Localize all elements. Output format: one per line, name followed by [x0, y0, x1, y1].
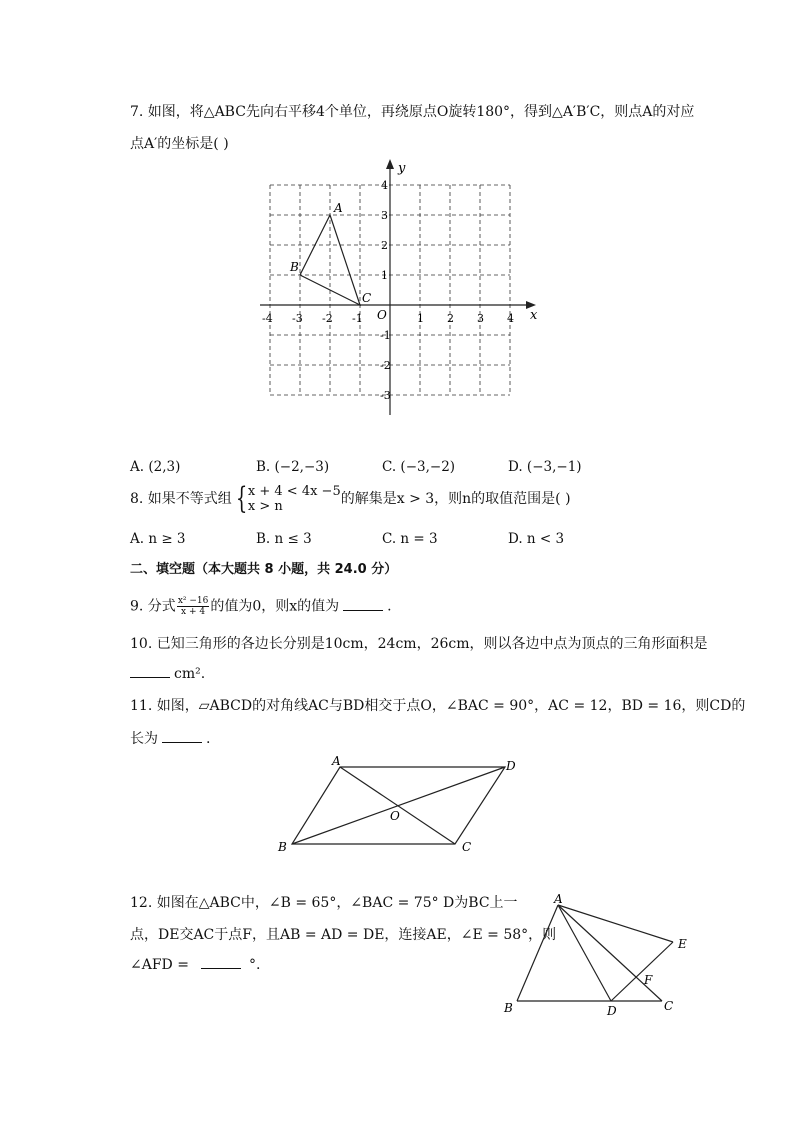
q7-option-b: B. (−2,−3) [256, 459, 330, 475]
y-tick-label: 3 [381, 209, 388, 222]
label-b: B [504, 1001, 513, 1015]
q10-answer-blank[interactable] [130, 665, 170, 678]
q8-stem [130, 481, 571, 516]
q8-brace: { [235, 481, 248, 516]
q12-triangle-figure [495, 890, 715, 1020]
point-c-label: C [362, 291, 372, 305]
q11-end: . [206, 731, 211, 747]
q10-line1: 10. 已知三角形的各边长分别是10cm，24cm，26cm，则以各边中点为顶点的三角形面积是 [130, 636, 708, 652]
q8-inequality-system [248, 484, 341, 514]
q12-line2: 点，DE交AC于点F，且AB = AD = DE，连接AE，∠E = 58°，则 [130, 927, 557, 943]
q8-suffix: 的解集是x > 3，则n的取值范围是( ) [340, 491, 571, 507]
q8-option-d: D. n < 3 [508, 531, 565, 547]
segment-de [611, 942, 673, 1001]
q7-line2: 点A′的坐标是( ) [130, 136, 229, 152]
x-tick-label: 1 [417, 312, 424, 325]
q8-option-b: B. n ≤ 3 [256, 531, 312, 547]
q8-prefix: 8. 如果不等式组 [130, 491, 232, 507]
y-axis-label: y [398, 161, 406, 176]
x-tick-label: -2 [322, 312, 333, 325]
q10-line2 [130, 664, 205, 684]
x-tick-label: -1 [352, 312, 363, 325]
q9-prefix: 9. 分式 [130, 598, 176, 615]
x-tick-label: -4 [262, 312, 273, 325]
label-b: B [278, 840, 287, 854]
x-tick-label: 4 [507, 312, 514, 325]
q11-parallelogram-figure [270, 752, 530, 857]
q9-numerator: x² −16 [177, 596, 209, 606]
q8-sys-line1: x + 4 < 4x −5 [247, 484, 341, 499]
q10-unit: cm². [174, 666, 206, 682]
point-b-label: B [290, 260, 299, 274]
y-axis-arrow-icon [386, 159, 394, 169]
diagonal-bd [292, 767, 505, 844]
q7-option-c: C. (−3,−2) [382, 459, 456, 475]
label-e: E [678, 937, 687, 951]
label-o: O [390, 809, 400, 823]
y-tick-label: 2 [381, 239, 388, 252]
y-tick-label: -3 [380, 389, 391, 402]
q12-line1: 12. 如图在△ABC中，∠B = 65°，∠BAC = 75° D为BC上一 [130, 895, 518, 911]
y-tick-label: -2 [380, 359, 391, 372]
q7-coordinate-graph [250, 155, 550, 425]
q11-line2 [130, 729, 210, 749]
y-tick-label: -1 [380, 329, 391, 342]
q9-end: . [387, 598, 392, 615]
q8-sys-line2: x > n [247, 499, 283, 514]
y-tick-label: 4 [381, 179, 388, 192]
x-tick-label: 2 [447, 312, 454, 325]
q12-answer-blank[interactable] [201, 956, 241, 969]
label-a: A [554, 892, 563, 906]
q11-line1: 11. 如图，▱ABCD的对角线AC与BD相交于点O，∠BAC = 90°，AC = 12，BD = 16，则CD的 [130, 698, 746, 714]
q9-answer-blank[interactable] [343, 598, 383, 611]
q8-option-c: C. n = 3 [382, 531, 438, 547]
q12-line3 [130, 955, 260, 975]
q8-option-a: A. n ≥ 3 [130, 531, 186, 547]
q9-fraction [177, 596, 210, 617]
q7-option-d: D. (−3,−1) [508, 459, 582, 475]
section-title: 二、填空题（本大题共 8 小题，共 24.0 分） [130, 562, 398, 577]
label-f: F [644, 973, 653, 987]
label-d: D [607, 1004, 617, 1018]
q11-prefix: 长为 [130, 731, 158, 747]
origin-label: O [377, 308, 387, 322]
q9-denominator: x + 4 [181, 607, 206, 617]
label-d: D [506, 759, 516, 773]
x-tick-label: 3 [477, 312, 484, 325]
q9-suffix: 的值为0，则x的值为 [210, 598, 340, 615]
label-c: C [462, 840, 472, 854]
x-tick-label: -3 [292, 312, 303, 325]
q11-answer-blank[interactable] [162, 730, 202, 743]
q9-stem [130, 596, 392, 617]
q12-line3-prefix: ∠AFD = [130, 957, 189, 973]
q7-line1: 7. 如图，将△ABC先向右平移4个单位，再绕原点O旋转180°，得到△A′B′C，则点A的对应 [130, 104, 695, 120]
q7-option-a: A. (2,3) [130, 459, 181, 475]
point-a-label: A [334, 201, 343, 215]
label-a: A [332, 754, 341, 768]
q12-line3-suffix: °. [248, 957, 261, 973]
segment-ab [517, 905, 558, 1001]
label-c: C [664, 999, 674, 1013]
y-tick-label: 1 [381, 269, 388, 282]
x-axis-label: x [530, 308, 538, 323]
